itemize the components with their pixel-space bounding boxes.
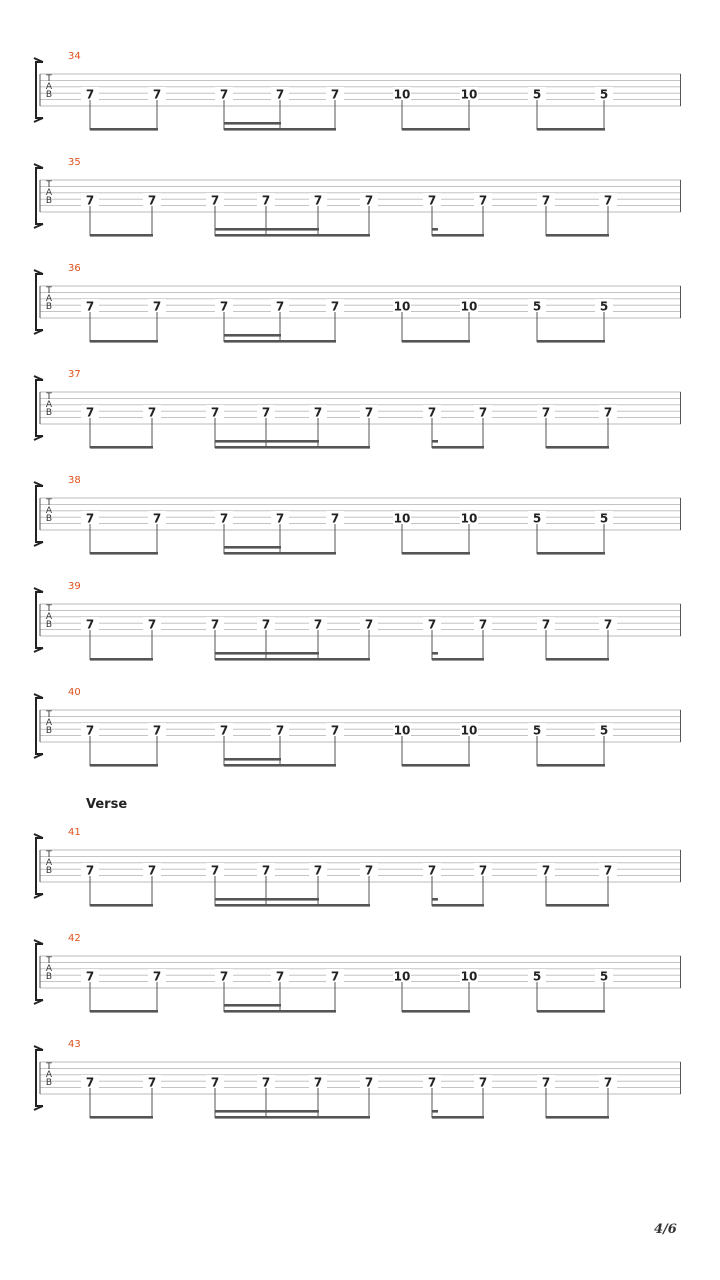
tab-clef-letter: B — [45, 726, 53, 736]
fret-number: 7 — [219, 723, 229, 738]
beam — [224, 764, 336, 767]
tab-clef-letter: A — [45, 294, 53, 304]
fret-number: 7 — [330, 87, 340, 102]
tab-clef-letter: B — [45, 1078, 53, 1088]
fret-number: 7 — [427, 193, 437, 208]
beam — [90, 1010, 158, 1013]
fret-number: 7 — [364, 863, 374, 878]
tab-staff — [0, 688, 720, 768]
fret-number: 7 — [147, 617, 157, 632]
fret-number: 7 — [85, 299, 95, 314]
secondary-beam — [215, 652, 319, 655]
beam — [90, 904, 153, 907]
fret-number: 7 — [85, 863, 95, 878]
fret-number: 7 — [85, 723, 95, 738]
beam — [546, 1116, 609, 1119]
fret-number: 7 — [275, 969, 285, 984]
fret-number: 7 — [261, 1075, 271, 1090]
fret-number: 10 — [393, 511, 411, 526]
system-bracket — [34, 588, 43, 652]
tab-clef-letter: T — [46, 180, 52, 190]
fret-number: 7 — [313, 617, 323, 632]
fret-number: 7 — [364, 405, 374, 420]
fret-number: 7 — [330, 511, 340, 526]
fret-number: 7 — [427, 617, 437, 632]
fret-number: 7 — [427, 1075, 437, 1090]
fret-number: 7 — [313, 193, 323, 208]
tab-clef-letter: T — [46, 392, 52, 402]
secondary-beam — [224, 546, 281, 549]
tab-staff — [0, 1040, 720, 1120]
tab-staff — [0, 158, 720, 238]
tab-clef-letter: B — [45, 620, 53, 630]
fret-number: 7 — [152, 723, 162, 738]
tab-clef-letter: B — [45, 514, 53, 524]
fret-number: 7 — [152, 299, 162, 314]
fret-number: 7 — [427, 863, 437, 878]
fret-number: 7 — [313, 1075, 323, 1090]
fret-number: 7 — [364, 1075, 374, 1090]
tab-staff — [0, 934, 720, 1014]
beam — [215, 446, 370, 449]
tab-system — [0, 1040, 720, 1120]
fret-number: 7 — [85, 969, 95, 984]
secondary-beam — [224, 1004, 281, 1007]
beam — [546, 904, 609, 907]
fret-number: 7 — [219, 87, 229, 102]
beam — [90, 446, 153, 449]
measure-number: 42 — [68, 933, 81, 944]
fret-number: 7 — [541, 617, 551, 632]
system-bracket — [34, 694, 43, 758]
fret-number: 7 — [364, 617, 374, 632]
tab-clef-letter: B — [45, 90, 53, 100]
beam — [432, 1116, 484, 1119]
fret-number: 7 — [603, 617, 613, 632]
fret-number: 7 — [152, 87, 162, 102]
fret-number: 7 — [330, 969, 340, 984]
tab-staff — [0, 264, 720, 344]
tab-system — [0, 476, 720, 556]
beam — [224, 552, 336, 555]
beam — [432, 658, 484, 661]
fret-number: 5 — [532, 299, 542, 314]
beam — [215, 1116, 370, 1119]
fret-number: 5 — [599, 511, 609, 526]
beam — [224, 340, 336, 343]
beam — [90, 340, 158, 343]
fret-number: 7 — [275, 511, 285, 526]
tab-clef-letter: T — [46, 1062, 52, 1072]
system-bracket — [34, 1046, 43, 1110]
beam-stub — [432, 1110, 438, 1113]
beam — [432, 904, 484, 907]
fret-number: 7 — [147, 1075, 157, 1090]
beam — [215, 658, 370, 661]
measure-number: 36 — [68, 263, 81, 274]
beam — [90, 552, 158, 555]
beam — [402, 764, 470, 767]
fret-number: 7 — [261, 863, 271, 878]
fret-number: 7 — [275, 87, 285, 102]
secondary-beam — [215, 1110, 319, 1113]
fret-number: 7 — [147, 405, 157, 420]
beam — [537, 340, 605, 343]
fret-number: 7 — [330, 723, 340, 738]
beam — [432, 446, 484, 449]
tab-clef-letter: A — [45, 612, 53, 622]
system-bracket — [34, 482, 43, 546]
secondary-beam — [224, 758, 281, 761]
tab-clef-letter: B — [45, 408, 53, 418]
fret-number: 7 — [603, 405, 613, 420]
system-bracket — [34, 58, 43, 122]
fret-number: 7 — [210, 193, 220, 208]
beam — [537, 1010, 605, 1013]
section-label-verse: Verse — [86, 797, 128, 812]
fret-number: 7 — [219, 299, 229, 314]
beam-stub — [432, 652, 438, 655]
fret-number: 7 — [152, 969, 162, 984]
fret-number: 7 — [275, 299, 285, 314]
beam — [537, 552, 605, 555]
page-number: 4/6 — [654, 1222, 677, 1237]
tab-system — [0, 828, 720, 908]
fret-number: 7 — [85, 1075, 95, 1090]
beam — [432, 234, 484, 237]
fret-number: 7 — [541, 193, 551, 208]
secondary-beam — [215, 898, 319, 901]
fret-number: 7 — [541, 1075, 551, 1090]
fret-number: 7 — [603, 1075, 613, 1090]
beam — [90, 234, 153, 237]
measure-number: 38 — [68, 475, 81, 486]
tab-staff — [0, 582, 720, 662]
tab-clef-letter: T — [46, 286, 52, 296]
fret-number: 10 — [460, 969, 478, 984]
fret-number: 10 — [460, 299, 478, 314]
system-bracket — [34, 834, 43, 898]
fret-number: 5 — [599, 969, 609, 984]
fret-number: 7 — [541, 405, 551, 420]
fret-number: 7 — [478, 863, 488, 878]
tab-clef-letter: A — [45, 1070, 53, 1080]
beam-stub — [432, 898, 438, 901]
beam-stub — [432, 440, 438, 443]
measure-number: 43 — [68, 1039, 81, 1050]
tab-clef-letter: A — [45, 188, 53, 198]
beam — [90, 764, 158, 767]
fret-number: 7 — [261, 193, 271, 208]
fret-number: 10 — [460, 723, 478, 738]
fret-number: 7 — [478, 405, 488, 420]
fret-number: 7 — [364, 193, 374, 208]
fret-number: 5 — [532, 723, 542, 738]
fret-number: 10 — [393, 87, 411, 102]
tab-clef-letter: B — [45, 302, 53, 312]
fret-number: 7 — [603, 193, 613, 208]
fret-number: 10 — [393, 299, 411, 314]
tab-system — [0, 582, 720, 662]
fret-number: 7 — [219, 511, 229, 526]
fret-number: 7 — [152, 511, 162, 526]
fret-number: 7 — [261, 405, 271, 420]
tab-clef-letter: B — [45, 972, 53, 982]
tab-system — [0, 934, 720, 1014]
fret-number: 7 — [541, 863, 551, 878]
fret-number: 7 — [85, 511, 95, 526]
fret-number: 7 — [478, 617, 488, 632]
measure-number: 40 — [68, 687, 81, 698]
measure-number: 34 — [68, 51, 81, 62]
fret-number: 7 — [313, 863, 323, 878]
system-bracket — [34, 940, 43, 1004]
fret-number: 5 — [532, 969, 542, 984]
tab-clef-letter: B — [45, 866, 53, 876]
tab-clef-letter: T — [46, 498, 52, 508]
system-bracket — [34, 164, 43, 228]
tab-clef-letter: A — [45, 858, 53, 868]
tab-system — [0, 158, 720, 238]
tab-staff — [0, 370, 720, 450]
secondary-beam — [215, 228, 319, 231]
beam — [537, 128, 605, 131]
tab-system — [0, 688, 720, 768]
beam — [224, 128, 336, 131]
beam-stub — [432, 228, 438, 231]
fret-number: 5 — [532, 87, 542, 102]
measure-number: 37 — [68, 369, 81, 380]
fret-number: 7 — [313, 405, 323, 420]
tab-clef-letter: A — [45, 506, 53, 516]
tab-system — [0, 370, 720, 450]
tab-staff — [0, 476, 720, 556]
fret-number: 7 — [147, 193, 157, 208]
secondary-beam — [224, 334, 281, 337]
measure-number: 39 — [68, 581, 81, 592]
fret-number: 7 — [85, 405, 95, 420]
beam — [546, 234, 609, 237]
beam — [402, 340, 470, 343]
tab-system — [0, 264, 720, 344]
tab-clef-letter: B — [45, 196, 53, 206]
tab-staff — [0, 828, 720, 908]
fret-number: 7 — [147, 863, 157, 878]
tab-clef-letter: T — [46, 74, 52, 84]
tab-clef-letter: T — [46, 850, 52, 860]
fret-number: 7 — [210, 863, 220, 878]
beam — [215, 904, 370, 907]
fret-number: 7 — [210, 405, 220, 420]
fret-number: 7 — [478, 193, 488, 208]
beam — [537, 764, 605, 767]
tab-clef-letter: T — [46, 956, 52, 966]
fret-number: 7 — [85, 87, 95, 102]
system-bracket — [34, 270, 43, 334]
fret-number: 5 — [532, 511, 542, 526]
tab-system — [0, 52, 720, 132]
fret-number: 7 — [219, 969, 229, 984]
measure-number: 35 — [68, 157, 81, 168]
tab-clef-letter: T — [46, 710, 52, 720]
fret-number: 7 — [478, 1075, 488, 1090]
beam — [90, 1116, 153, 1119]
fret-number: 7 — [330, 299, 340, 314]
beam — [90, 658, 153, 661]
fret-number: 5 — [599, 723, 609, 738]
beam — [90, 128, 158, 131]
fret-number: 5 — [599, 87, 609, 102]
fret-number: 5 — [599, 299, 609, 314]
tab-clef-letter: A — [45, 718, 53, 728]
tab-clef-letter: A — [45, 400, 53, 410]
fret-number: 7 — [210, 1075, 220, 1090]
fret-number: 10 — [460, 87, 478, 102]
fret-number: 7 — [210, 617, 220, 632]
fret-number: 10 — [393, 723, 411, 738]
system-bracket — [34, 376, 43, 440]
tab-clef-letter: A — [45, 964, 53, 974]
measure-number: 41 — [68, 827, 81, 838]
tab-clef-letter: A — [45, 82, 53, 92]
fret-number: 10 — [393, 969, 411, 984]
fret-number: 7 — [261, 617, 271, 632]
fret-number: 7 — [85, 193, 95, 208]
secondary-beam — [215, 440, 319, 443]
fret-number: 7 — [275, 723, 285, 738]
fret-number: 7 — [427, 405, 437, 420]
tab-clef-letter: T — [46, 604, 52, 614]
beam — [402, 128, 470, 131]
beam — [402, 1010, 470, 1013]
fret-number: 7 — [603, 863, 613, 878]
fret-number: 10 — [460, 511, 478, 526]
beam — [215, 234, 370, 237]
beam — [224, 1010, 336, 1013]
beam — [546, 446, 609, 449]
fret-number: 7 — [85, 617, 95, 632]
beam — [402, 552, 470, 555]
secondary-beam — [224, 122, 281, 125]
tab-staff — [0, 52, 720, 132]
beam — [546, 658, 609, 661]
